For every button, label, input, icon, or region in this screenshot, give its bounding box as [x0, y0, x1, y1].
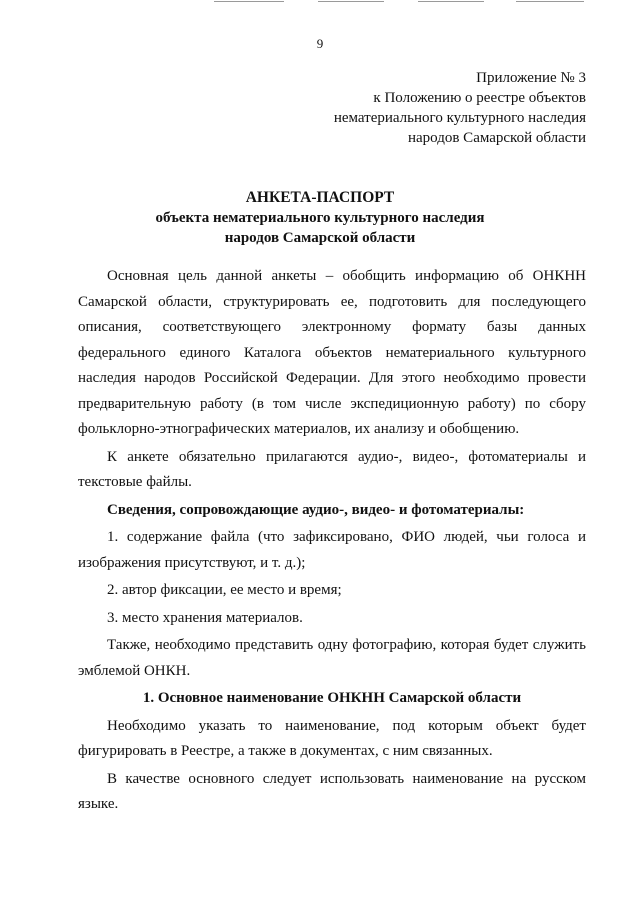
document-title	[0, 188, 640, 248]
info-heading: Сведения, сопровождающие аудио-, видео- и фотоматериалы:	[107, 501, 525, 518]
list-item: 1. содержание файла (что зафиксировано, ФИО людей, чьи голоса и изображения присутствуют, и т. д.);	[78, 529, 586, 571]
appendix-line: к Положению о реестре объектов	[373, 90, 586, 106]
list-item: 2. автор фиксации, ее место и время;	[107, 582, 342, 598]
photo-paragraph: Также, необходимо представить одну фотографию, которая будет служить эмблемой ОНКН.	[78, 637, 586, 679]
appendix-line: нематериального культурного наследия	[333, 110, 586, 126]
section-1-paragraph: В качестве основного следует использовать наименование на русском языке.	[78, 770, 586, 812]
appendix-line: народов Самарской области	[407, 130, 586, 146]
title-line-2: объекта нематериального культурного наследия	[155, 210, 485, 226]
section-1-paragraph: Необходимо указать то наименование, под которым объект будет фигурировать в Реестре, а также в документах, с ним связанных.	[78, 717, 586, 759]
section-1-heading: 1. Основное наименование ОНКНН Самарской области	[142, 690, 522, 706]
page-number: 9	[316, 36, 324, 51]
document-body	[78, 264, 586, 820]
appendix-line: Приложение № 3	[476, 70, 586, 86]
title-line-1: АНКЕТА-ПАСПОРТ	[245, 189, 395, 206]
attachments-paragraph: К анкете обязательно прилагаются аудио-, видео-, фотоматериалы и текстовые файлы.	[78, 448, 586, 490]
list-item: 3. место хранения материалов.	[107, 609, 303, 626]
top-scan-lines	[0, 0, 640, 4]
title-line-3: народов Самарской области	[224, 230, 416, 246]
appendix-note	[334, 68, 586, 148]
intro-paragraph: Основная цель данной анкеты – обобщить информацию об ОНКНН Самарской области, структурировать ее, подготовить для последующего описания, соответствующего электронному формату базы данных федерального единого Каталога объектов нематериального культурного наследия народов Российской Федерации. Для этого необходимо провести предварительную работу (в том числе экспедиционную работу) по сбору фольклорно-этнографических материалов, их анализу и обобщению.	[78, 268, 586, 437]
